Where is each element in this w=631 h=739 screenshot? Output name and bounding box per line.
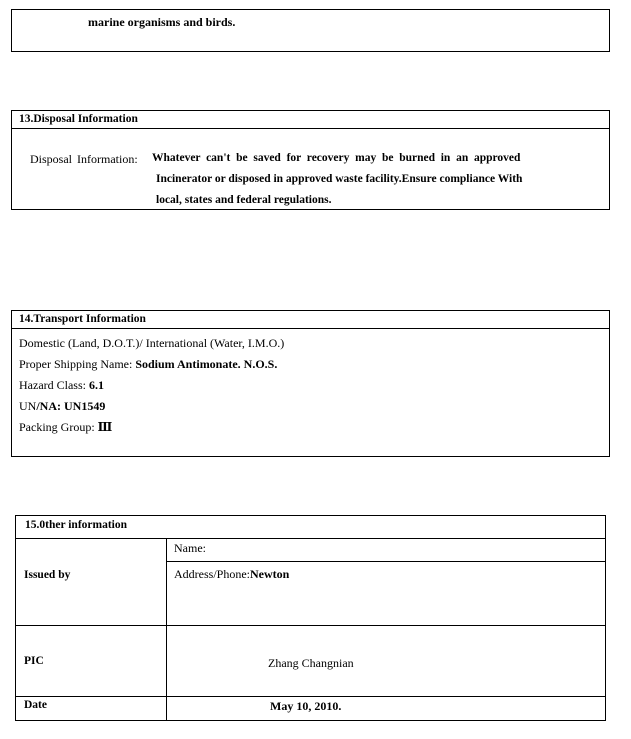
- grid-line: [15, 538, 16, 721]
- shipping-name-value: Sodium Antimonate. N.O.S.: [135, 357, 278, 371]
- packing-group-label: Packing Group:: [19, 420, 98, 434]
- shipping-name-label: Proper Shipping Name:: [19, 357, 136, 371]
- grid-line: [166, 538, 167, 721]
- address-label: Address/Phone:: [174, 567, 250, 581]
- section12-tail-text: marine organisms and birds.: [88, 15, 236, 29]
- hazard-class-value: 6.1: [88, 378, 104, 392]
- section14-header: 14.Transport Information: [12, 311, 609, 329]
- disposal-line-2: Incinerator or disposed in approved waste facility.Ensure compliance With: [156, 173, 523, 185]
- un-value: /NA: UN1549: [36, 399, 106, 413]
- transport-domestic: Domestic (Land, D.O.T.)/ International (Water, I.M.O.): [19, 336, 285, 350]
- disposal-line-3: local, states and federal regulations.: [156, 194, 332, 206]
- section15-header-box: [15, 515, 606, 539]
- grid-line: [15, 720, 606, 721]
- disposal-label: Disposal Information:: [30, 152, 138, 166]
- address-row: [174, 567, 289, 582]
- date-value: May 10, 2010.: [270, 699, 342, 713]
- name-label: Name:: [174, 541, 206, 555]
- grid-line: [15, 538, 606, 539]
- un-label: UN: [19, 399, 37, 413]
- pic-value: Zhang Changnian: [268, 656, 354, 670]
- disposal-line-1: Whatever can't be saved for recovery may be burned in an approved: [152, 152, 521, 164]
- grid-line: [15, 625, 606, 626]
- date-label: Date: [24, 699, 47, 711]
- grid-line: [15, 696, 606, 697]
- pic-label: PIC: [24, 655, 44, 667]
- packing-group-value: Ⅲ: [97, 420, 113, 434]
- grid-line: [166, 561, 606, 562]
- section13-header: 13.Disposal Information: [12, 111, 609, 129]
- hazard-class-label: Hazard Class:: [19, 378, 89, 392]
- section15-header: 15.0ther information: [25, 519, 128, 531]
- address-value: Newton: [250, 567, 290, 581]
- issued-by-label: Issued by: [24, 569, 71, 581]
- grid-line: [605, 515, 606, 721]
